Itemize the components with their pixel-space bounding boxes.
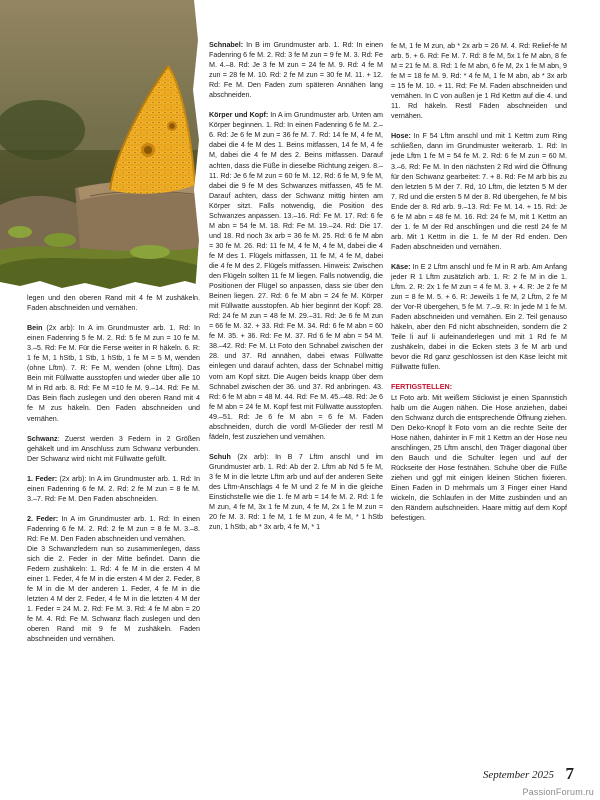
schwanz-text: : Zuerst werden 3 Federn in 2 Größen gehäkelt und im Anschluss zum Schwanz verbunden. Der Schwanz wird nicht mit Füllwatte gefüllt. — [27, 434, 200, 463]
bein-section — [27, 323, 200, 423]
fertig-heading: FERTIGSTELLEN: — [391, 383, 453, 392]
fertig-text: Lt Foto arb. Mit weißem Stickwist je einen Spannstich halb um die Augen nähen. Die Hose anziehen, dabei den Schwanz durch die entsprechende Öffnung ziehen. Den Deko-Knopf lt Foto vorn an die rechte Seite der Hose nähen, dahinter in F mit 1 Kettm an der Hose neu anschlingen, 25 Lftm anschl, den Träger diagonal über den Bauch und die Schulter legen und auf der Rückseite der Hose festnähen. Schuhe über die Füße ziehen und ggf mit einigen kleinen Stichen fixieren. Einen Faden in D mehrmals um 3 Finger einer Hand wickeln, die Schlaufen in der Mitte zusbinden und an den Rändern aufschneiden. Haare mittig auf dem Kopf befestigen. — [391, 393, 567, 523]
feder2-text: In A im Grundmuster arb. 1. Rd: In einen Fadenring 6 fe M. 2. Rd: 2 fe M zun = 8 fe M. 3.–8. Rd: Fe M. Den Faden abschneiden und vernähen. — [27, 514, 200, 543]
hose-text: In F 54 Lftm anschl und mit 1 Kettm zum Ring schließen, dann im Grundmuster weiterarb. 1. Rd: In jede Lftm 1 fe M = 54 fe M. 2. Rd: 6 fe M zun = 60 M. 3.–6. Rd: Fe M. In den nächsten 2 Rd wird die Öffnung für den Schwanz gearbeitet: 7. + 8. Rd: Fe M arb bis zu den letzten 5 M der 7. Rd, 10 Lftm, die letzten 5 M der 7. Rd und die ersten 5 M der 8. Rd übergehen, fe M bis Ende der 8. Rd arb. 9.–13. Rd: Fe M. 14. + 15. Rd: Je 6 fe M abn = 48 fe M. 16. Rd: 24 fe M, mit 1 Kettm an der 1. fe M der Rd anschlingen und die restl 24 fe M arb. Mit 1 Kettm in die 1. fe M der Rd enden. Den Faden abschneiden und vernähen. — [391, 132, 567, 251]
kaese-heading: Käse: — [391, 262, 411, 271]
koerper-section — [209, 110, 383, 442]
schnabel-text: In B im Grundmuster arb. 1. Rd: In einen Fadenring 6 fe M. 2. Rd: 3 fe M zun = 9 fe M. 3. Rd: Fe M. 4.–8. Rd: Je 3 fe M zun = 24 fe M. 9. Rd: 4 fe M zun = 28 fe M. 10. Rd: 2 fe M zun = 30 fe M. 11. + 12. Rd: Fe M. Den Faden zum späteren Annähen lang abschneiden. — [209, 41, 383, 100]
schwanz-section — [27, 434, 200, 464]
kaese-section — [391, 262, 567, 373]
column-left — [27, 293, 200, 654]
fertig-section — [391, 382, 567, 523]
assembly-paragraph: Die 3 Schwanzfedern nun so zusammenlegen, dass sich die 2. Feder in der Mitte befindet. Dann die Federn zushäkeln: 1. Rd: 4 fe M in die ersten 4 M einer 1. Feder, 4 fe M in die ersten 4 M der 2. Feder, 8 fe M in die M der anderen 1. Feder, 4 fe M in die letzten 4 M der 2. Feder, 4 fe M in die letzten 4 M der 1. Feder = 24 M. 2. Rd: Fe M. 3. Rd: 4 fe M abn = 20 fe M. 4. Rd: Fe M. Schwanz flach zuslegen und den oberen Rand mit 9 fe M zushäkeln. Faden abschneiden und vernähen. — [27, 544, 200, 644]
schuh-continued: fe M, 1 fe M zun, ab * 2x arb = 26 M. 4. Rd: Relief-fe M arb. 5. + 6. Rd: Fe M. 7. Rd: 8 fe M, 5x 1 fe M abn, 8 fe M = 21 fe M. 8. Rd: 1 fe M abn, 6 fe M, 2x 1 fe M abn, 9 fe M = 18 fe M. 9. Rd: * 4 fe M, 1 fe M abn, ab * 3x arb = 15 fe M. 10. + 11. Rd: Fe M. Faden abschneiden und vernähen. In C von außen je 1 Rd Kettm auf die 4. und 11. Rd häkeln. Restl Fäden abschneiden und vernähen. — [391, 42, 567, 121]
feder1-section — [27, 474, 200, 504]
feder1-heading: 1. Feder: — [27, 474, 58, 483]
koerper-text: In A im Grundmuster arb. Unten am Körper beginnen. 1. Rd: In einen Fadenring 6 fe M. 2.–6. Rd: Je 6 fe M zun = 36 fe M. 7. Rd: 14 fe M, 4 fe M, dabei die 4 fe M des 1. Beins mitfassen, 14 fe M, 4 fe M, dabei die 4 fe M des 2. Beins mitfassen. Darauf achten, dass die Füße in dieselbe Richtung zeigen. 8.–11. Rd: Je 6 fe M zun = 60 fe M. 12. Rd: 6 fe M, 9 fe M, dabei die 9 fe M des Schwanzes mitfassen, 45 fe M. Darauf achten, dass der Schwanz mittig hinten am Körper sitzt. Falls notwendig, die Position des Schwanzes anpassen. 13.–16. Rd: Fe M. 17. Rd: 6 fe M abn = 54 fe M. 18. Rd: Fe M. 19.–24. Rd: Die 17. und 18. Rd noch 3x arb = 36 fe M. 25. Rd: 6 fe M abn = 30 fe M. 26. Rd: 11 fe M, 4 fe M, 4 fe M, dabei die 4 fe M des 1. Flügels mitfassen, 11 fe M, 4 fe M, dabei die 4 fe M des 2. Flügels mitfassen. Hinweis: Zwischen den Flügeln sollten 11 fe M liegen. Falls notwendig, die Positionen der Flügel so anpassen, dass sie über den Beinen liegen. 27. Rd: 6 fe M abn = 24 fe M. Körper mit Füllwatte ausstopfen. Ab hier beginnt der Kopf: 28. Rd: 24 fe M zun = 48 fe M. 29.–31. Rd: Je 6 fe M zun = 66 fe M. 32. + 33. Rd: Fe M. 34. Rd: 6 fe M abn = 60 fe M. 35. + 36. Rd: Fe M. 37. Rd 6 fe M abn = 54 M. 38.–42. Rd: Fe M. Lt Foto den Schnabel zwischen der 28. und 37. Rd annähen, dabei etwas Füllwatte einlegen und darauf achten, dass der Schnabel mittig vorn am Kopf sitzt. Die Augen beids knapp über dem Schnabel zwischen der 36. und 37. Rd anbringen. 43. Rd: 6 fe M abn = 48 M. 44. Rd: Fe M. 45.–48. Rd: Je 6 fe M abn = 24 fe M. Kopf fest mit Füllwatte ausstopfen. 49.–51. Rd: Je 6 fe M abn = 6 fe M. Faden abschneiden, durch die vordl M-Glieder der restl M fädeln, fest zusziehen und vernähen. — [209, 111, 383, 441]
column-middle — [209, 40, 383, 542]
watermark-site: PassionForum.ru — [522, 787, 594, 797]
feder1-text: (2x arb): In A im Grundmuster arb. 1. Rd: In einen Fadenring 6 fe M. 2. Rd: 2 fe M zun = 8 fe M. 3.–7. Rd: Fe M. Den Faden abschneiden. — [27, 474, 200, 503]
bein-text: (2x arb): In A im Grundmuster arb. 1. Rd: In einen Fadenring 5 fe M. 2. Rd: 5 fe M zun = 10 fe M. 3.–5. Rd: Fe M. Für die Ferse weiter in R häkeln. 6. R: 1 fe M, 1 hStb, 1 Stb, 1 hStb, 1 fe M = 5 M, wenden (ohne Lftm). 7. R: Fe M, wenden (ohne Lftm). Das Bein mit Füllwatte ausstopfen und wieder über alle 10 M in Rd arb. 8. Rd: Fe M =10 fe M. 9.–14. Rd: Fe M. Das Bein flach zuslegen und den oberen Rand mit 4 fe M zus häkeln. Den Faden abschneiden und vernähen. — [27, 324, 200, 423]
schuh-heading: Schuh — [209, 452, 231, 461]
intro-paragraph: legen und den oberen Rand mit 4 fe M zushäkeln. Faden abschneiden und vernähen. — [27, 294, 200, 313]
schnabel-heading: Schnabel: — [209, 41, 244, 49]
hose-heading: Hose: — [391, 132, 411, 141]
hose-section — [391, 131, 567, 252]
bein-heading: Bein — [27, 324, 43, 333]
issue-date: September 2025 — [482, 769, 554, 781]
page-number: 7 — [565, 764, 574, 783]
schuh-text: (2x arb): In B 7 Lftm anschl und im Grundmuster arb. 1. Rd: Ab der 2. Lftm ab Nd 5 fe M, 3 fe M in die letzte Lftm arb und auf der anderen Seite des Lftm-Anschlags 4 fe M und 2 fe M in die gleiche Einstichstelle wie die 1. fe M arb = 14 fe M. 2. Rd: 1 fe M zun, 4 fe M, 3x 1 fe M zun, 4 fe M, 2x 1 fe M zun = 20 fe M. 3. Rd: 1 fe M, 1 fe M zun, 4 fe M, * 1 hStb zun, 1 hStb, ab * 3x arb, 4 fe M, * 1 — [209, 452, 383, 532]
cheese-photo — [0, 0, 200, 292]
page-footer — [0, 762, 600, 800]
koerper-heading: Körper und Kopf: — [209, 111, 269, 120]
schwanz-heading: Schwanz — [27, 434, 58, 443]
schnabel-section — [209, 40, 383, 100]
cheese-photo-illustration — [0, 0, 200, 292]
schuh-section — [209, 452, 383, 532]
column-right — [391, 41, 567, 533]
feder2-section — [27, 514, 200, 544]
kaese-text: In E 2 Lftm anschl und fe M in R arb. Am Anfang jeder R 1 Lftm zusätzlich arb. 1. R: 2 fe M in die 1. Lftm. 2. R: 2x 1 fe M zun = 4 fe M. 3. + 4. R: Je 2 fe M zun = 8 fe M. 5. + 6. R: Jeweils 1 fe M, 2 Lftm, 2 fe M der Vor-R übergehen, 5 fe M. 7.–9. R: In jede M 1 fe M. Faden abschneiden und vernähen. Ein 2. Teil genauso häkeln, aber den Fd nicht abschneiden, sondern die 2 Teile li auf li aufeinanderlegen und mit 1 Rd fe M zushäkeln, dabei in die Ecken stets 3 fe M arb und bevor die Rd ganz geschlossen ist den Käse leicht mit Füllwatte füllen. — [391, 262, 567, 372]
feder2-heading: 2. Feder: — [27, 514, 59, 523]
